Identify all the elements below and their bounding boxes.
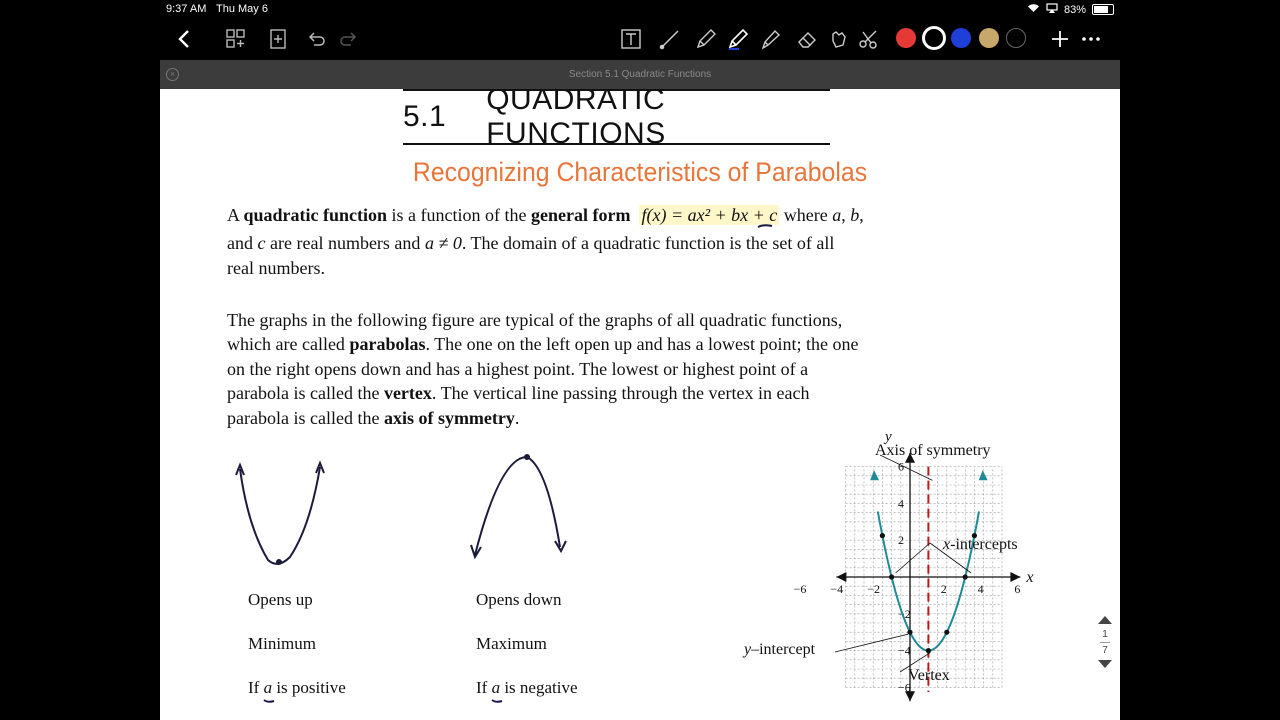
line-tool-icon[interactable]: [657, 26, 683, 52]
graph-point: [944, 630, 949, 635]
ink-underline: [262, 697, 276, 705]
x-axis-arrow: [1010, 572, 1020, 582]
text: .: [514, 408, 520, 428]
more-icon[interactable]: [1078, 26, 1104, 52]
page-total: 7: [1102, 645, 1108, 656]
text: If: [248, 678, 264, 697]
add-icon[interactable]: [1047, 26, 1073, 52]
battery-fill: [1094, 6, 1108, 13]
var-b: b: [850, 205, 860, 225]
paragraph-1-line-2: [227, 231, 834, 256]
curve-arrow: [870, 470, 879, 480]
text: If: [476, 678, 492, 697]
var-a: a: [832, 205, 842, 225]
thumbnails-icon[interactable]: [223, 26, 249, 52]
ink-underline: [490, 697, 504, 705]
formula: f(x) = ax² + bx + c: [641, 205, 778, 225]
term-parabolas: parabolas: [349, 334, 426, 354]
text: and: [227, 233, 258, 253]
curve-arrow: [979, 470, 988, 480]
toolbar: [160, 18, 1120, 60]
label-minimum: Minimum: [248, 634, 317, 653]
graph-point: [963, 574, 968, 579]
text: parabola is called the: [227, 408, 384, 428]
label-opens-up: Opens up: [248, 590, 313, 609]
term-axis-of-symmetry: axis of symmetry: [383, 408, 515, 428]
x-tick-label: −4: [830, 582, 844, 596]
x-tick-label: −6: [793, 582, 807, 596]
color-tan[interactable]: [979, 28, 999, 48]
paragraph-2-line-4: [227, 381, 809, 406]
y-tick-label: −2: [898, 606, 911, 621]
ink-underline: [756, 222, 776, 230]
text: ,: [841, 205, 851, 225]
pencil-icon[interactable]: [693, 26, 719, 52]
close-icon[interactable]: ×: [166, 68, 179, 81]
page-current: 1: [1102, 629, 1108, 640]
back-icon[interactable]: [172, 26, 198, 52]
color-red[interactable]: [896, 28, 916, 48]
paragraph-2-line-5: [227, 406, 519, 431]
status-right: [1027, 3, 1114, 16]
status-time: 9:37 AM: [166, 3, 207, 15]
y-var: y: [744, 641, 752, 658]
highlighter-icon[interactable]: [757, 26, 783, 52]
text: . The domain of a quadratic function is the set of all: [461, 233, 835, 253]
text: are real numbers and: [265, 233, 425, 253]
annotation-vertex: Vertex: [908, 667, 950, 684]
label-if-a-positive: [248, 678, 346, 698]
x-tick-label: 4: [977, 582, 984, 596]
section-number: 5.1: [403, 100, 447, 133]
document-title: Section 5.1 Quadratic Functions: [568, 69, 712, 80]
text: is positive: [272, 678, 346, 697]
term-general-form: general form: [531, 205, 631, 225]
graph-point: [880, 533, 885, 538]
text: . The vertical line passing through the vertex in each: [431, 383, 810, 403]
text: is negative: [500, 678, 578, 697]
paragraph-2-line-2: [227, 332, 859, 357]
text: is a function of the: [387, 205, 532, 225]
paragraph-2-line-3: on the right opens down and has a highest point. The lowest or highest point of a: [227, 359, 809, 379]
label-opens-down: Opens down: [476, 590, 562, 609]
scissors-icon[interactable]: [856, 26, 882, 52]
page-indicator: [1096, 616, 1114, 668]
label-if-a-negative: [476, 678, 578, 698]
sketch-parabola-up: [230, 457, 330, 572]
wifi-icon: [1027, 3, 1040, 16]
document-page: [160, 89, 1120, 720]
status-date: Thu May 6: [216, 3, 268, 15]
x-tick-label: 6: [1014, 582, 1021, 596]
y-axis-label: y: [885, 429, 892, 445]
page-up-icon[interactable]: [1098, 616, 1112, 624]
y-tick-label: −6: [898, 680, 911, 695]
y-tick-label: −4: [898, 643, 911, 658]
y-tick-label: 4: [898, 496, 904, 511]
y-tick-label: 6: [898, 459, 904, 474]
x-axis-label: x: [1026, 569, 1034, 586]
battery-icon: [1092, 4, 1114, 15]
undo-icon[interactable]: [304, 26, 330, 52]
x-tick-label: −2: [867, 582, 880, 596]
document-title-bar: [160, 60, 1120, 89]
y-tick-label: 2: [898, 533, 904, 548]
var-c: c: [257, 233, 266, 253]
parabola-graph: [730, 427, 1050, 717]
text: which are called: [227, 334, 350, 354]
label-maximum: Maximum: [476, 634, 547, 653]
graph-point: [907, 630, 912, 635]
text: . The one on the left open up and has a lowest point; the one: [425, 334, 859, 354]
x-axis-arrow: [836, 572, 846, 582]
annotation-axis-of-symmetry: Axis of symmetry: [875, 442, 991, 459]
color-black[interactable]: [1006, 28, 1026, 48]
x-var: x: [943, 536, 951, 553]
term-vertex: vertex: [383, 383, 432, 403]
text: where: [779, 205, 833, 225]
var-a: a: [263, 678, 273, 697]
section-heading: [403, 89, 830, 150]
text: ,: [859, 205, 864, 225]
annotation-x-intercepts: x-intercepts: [943, 536, 1018, 553]
condition: a ≠ 0: [424, 233, 462, 253]
graph-curve: [835, 455, 988, 695]
lasso-icon[interactable]: [825, 26, 851, 52]
color-blue[interactable]: [951, 28, 971, 48]
add-page-icon[interactable]: [265, 26, 291, 52]
battery-percent: 83%: [1063, 3, 1086, 16]
text: A: [227, 205, 244, 225]
section-title: QUADRATIC FUNCTIONS: [486, 89, 666, 150]
annotation-y-intercept: y–intercept: [744, 641, 816, 658]
page-down-icon[interactable]: [1098, 660, 1112, 668]
eraser-icon[interactable]: [794, 26, 820, 52]
text-tool-icon[interactable]: [618, 26, 644, 52]
text: parabola is called the: [227, 383, 384, 403]
screen-mirror-icon: [1046, 3, 1058, 16]
paragraph-1-line-3: real numbers.: [227, 258, 325, 278]
graph-point: [889, 574, 894, 579]
graph-ticks: [794, 429, 1034, 694]
color-black-selected[interactable]: [922, 26, 946, 50]
sketch-parabola-down: [465, 447, 575, 562]
redo-icon[interactable]: [335, 26, 361, 52]
status-bar: [0, 0, 1280, 18]
term-quadratic-function: quadratic function: [243, 205, 388, 225]
subtitle: Recognizing Characteristics of Parabolas: [412, 157, 868, 187]
var-a: a: [491, 678, 501, 697]
paragraph-2-line-1: The graphs in the following figure are typical of the graphs of all quadratic functions,: [227, 310, 843, 330]
x-tick-label: 2: [940, 582, 947, 596]
pen-icon[interactable]: [725, 26, 751, 52]
